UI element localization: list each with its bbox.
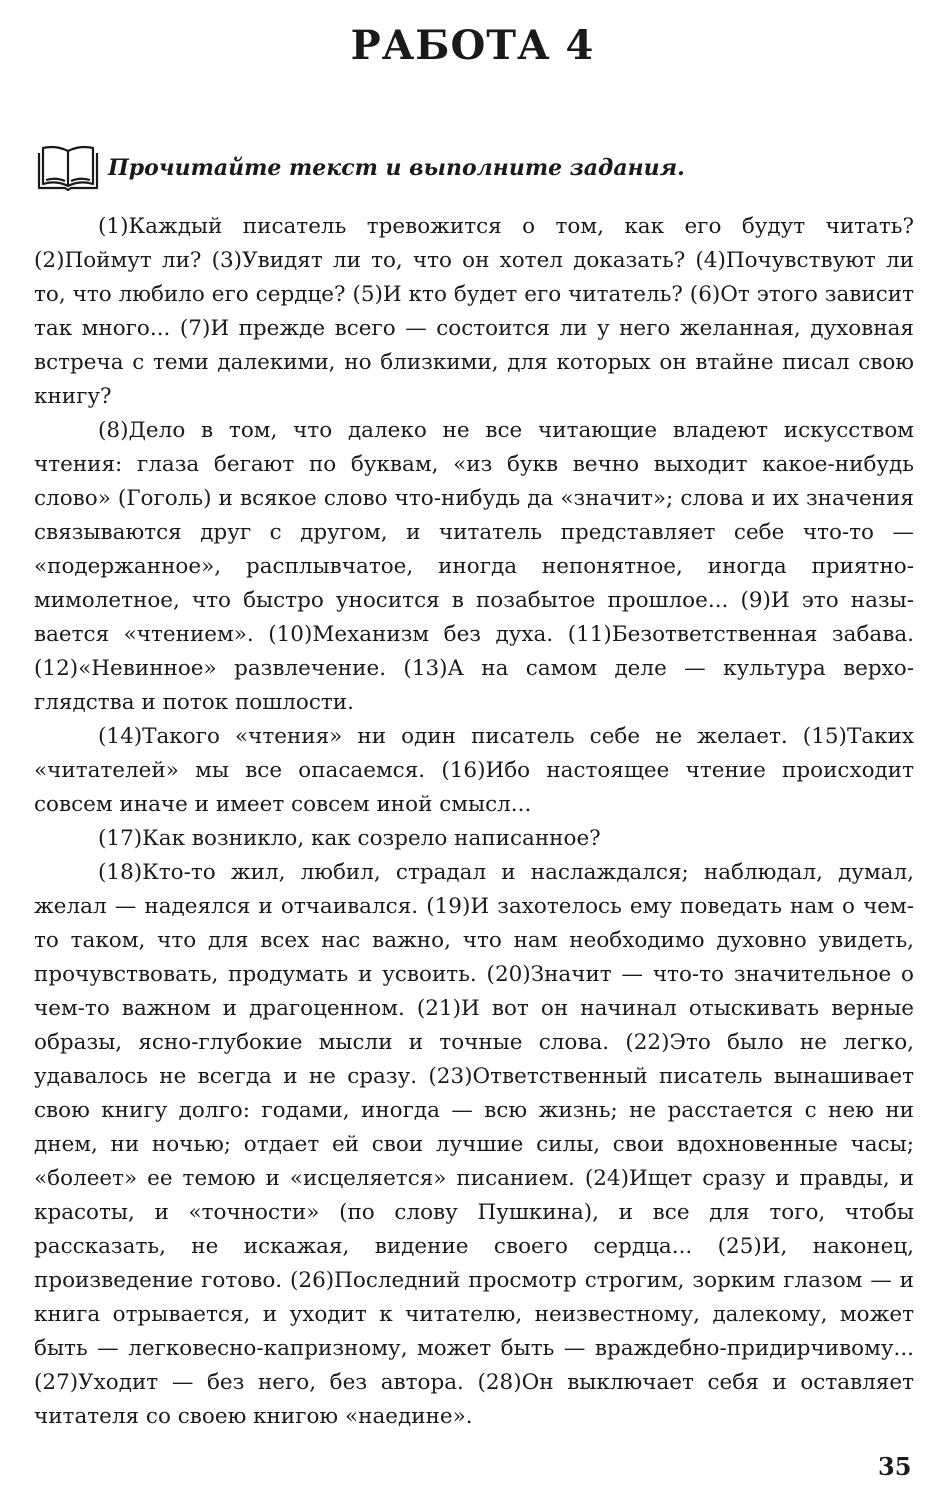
open-book-icon — [36, 144, 100, 192]
paragraph-4: (17)Как возникло, как созрело написанное? — [98, 826, 601, 851]
text-body — [34, 210, 914, 1434]
page-number: 35 — [878, 1452, 912, 1481]
instruction-text: Прочитайте текст и выполните задания. — [108, 155, 685, 181]
page-title: РАБОТА 4 — [350, 22, 595, 69]
paragraph-1: (1)Каждый писатель тревожится о том, как его будут читать? (2)Поймут ли? (3)Увидят ли то, что он хотел доказать? (4)Почувствуют ли то, что любило его сердце? (5)И кто будет его читатель? (6)От этого зависит так много... (7)И прежде всего — состоится ли у него желанная, духовная встреча с теми далекими, но близкими, для которых он втайне писал свою книгу? — [34, 214, 914, 409]
instruction — [36, 143, 685, 193]
paragraph-3: (14)Такого «чтения» ни один писатель себе не желает. (15)Таких «читателей» мы все опасаемся. (16)Ибо настоящее чтение происходит совсем иначе и имеет совсем иной смысл... — [34, 724, 914, 817]
paragraph-5: (18)Кто-то жил, любил, страдал и наслаждался; наблюдал, думал, желал — надеялся и отчаивался. (19)И захотелось ему поведать нам о чем-то таком, что для всех нас важно, что нам необходимо духовно увидеть, прочувствовать, продумать и усвоить. (20)Значит — что-то значительное о чем-то важном и драгоценном. (21)И вот он начинал отыскивать верные образы, ясно-глубокие мысли и точные слова. (22)Это было не легко, удавалось не всегда и не сразу. (23)Ответственный писатель вынашивает свою книгу долго: годами, иногда — всю жизнь; не расстается с нею ни днем, ни ночью; отдает ей свои лучшие силы, свои вдохновенные часы; «болеет» ее темою и «исцеляется» писанием. (24)Ищет сразу и правды, и красоты, и «точности» (по слову Пушкина), и все для того, чтобы рассказать, не искажая, видение своего сердца... (25)И, наконец, произведение готово. (26)Последний просмотр строгим, зорким глазом — и книга отрывается, и уходит к читателю, неизвестному, далекому, может быть — легковесно-капризному, может быть — враждебно-придирчивому... (27)Уходит — без него, без автора. (28)Он выключает себя и оставляет читателя со своею книгою «наедине». — [34, 860, 914, 1429]
paragraph-2: (8)Дело в том, что далеко не все читающие владеют искусством чтения: глаза бегают по буквам, «из букв вечно выходит какое-нибудь слово» (Гоголь) и всякое слово что-нибудь да «значит»; слова и их значения связываются друг с другом, и читатель представляет себе что-то — «подержанное», расплывчатое, иногда непонятное, иногда приятно-мимолетное, что быстро уносится в позабытое прошлое... (9)И это называется «чтением». (10)Механизм без духа. (11)Безответственная забава. (12)«Невинное» развлечение. (13)А на самом деле — культура верхоглядства и поток пошлости. — [34, 418, 914, 715]
